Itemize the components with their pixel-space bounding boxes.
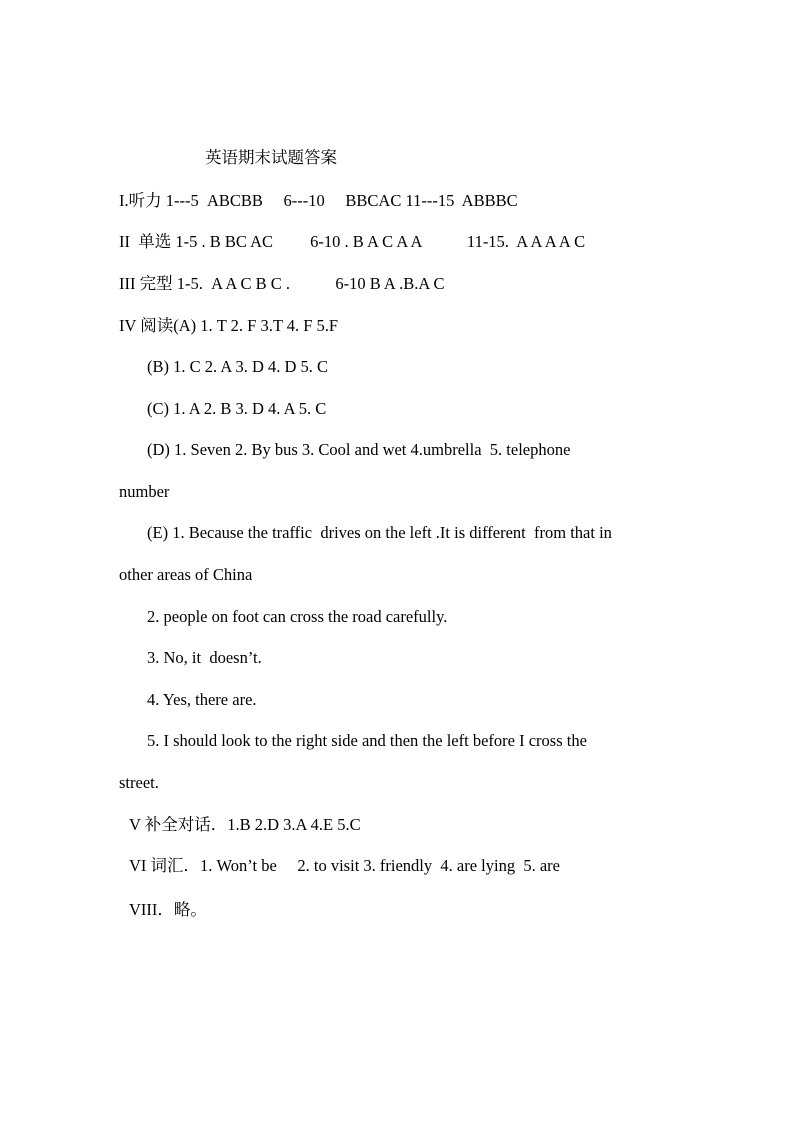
answer-line-reading-d-cont: number xyxy=(119,482,170,501)
answer-line-writing: VIII．略。 xyxy=(129,900,207,919)
answer-line-reading-c: (C) 1. A 2. B 3. D 4. A 5. C xyxy=(147,399,327,418)
page-title: 英语期末试题答案 xyxy=(205,148,337,167)
answer-line-reading-e-3: 3. No, it doesn’t. xyxy=(147,648,262,667)
answer-line-dialogue: V 补全对话．1.B 2.D 3.A 4.E 5.C xyxy=(129,815,361,834)
answer-line-single-choice: II 单选 1-5 . B BC AC 6-10 . B A C A A 11-15. A A A A C xyxy=(119,232,586,251)
answer-line-vocabulary: VI 词汇．1. Won’t be 2. to visit 3. friendly 4. are lying 5. are xyxy=(129,856,560,875)
answer-line-reading-e-1: (E) 1. Because the traffic drives on the left .It is different from that in xyxy=(147,523,612,542)
answer-line-reading-e-5: 5. I should look to the right side and then the left before I cross the xyxy=(147,731,587,750)
answer-line-cloze: III 完型 1-5. A A C B C . 6-10 B A .B.A C xyxy=(119,274,445,293)
answer-line-reading-a: IV 阅读(A) 1. T 2. F 3.T 4. F 5.F xyxy=(119,316,339,335)
answer-line-reading-d: (D) 1. Seven 2. By bus 3. Cool and wet 4.umbrella 5. telephone xyxy=(147,440,571,459)
answer-line-listening: I.听力 1---5 ABCBB 6---10 BBCAC 11---15 ABBBC xyxy=(119,191,518,210)
answer-line-reading-e-2: 2. people on foot can cross the road carefully. xyxy=(147,607,448,626)
answer-line-reading-b: (B) 1. C 2. A 3. D 4. D 5. C xyxy=(147,357,329,376)
answer-line-reading-e-4: 4. Yes, there are. xyxy=(147,690,257,709)
answer-line-reading-e-5-cont: street. xyxy=(119,773,159,792)
answer-line-reading-e-1-cont: other areas of China xyxy=(119,565,253,584)
